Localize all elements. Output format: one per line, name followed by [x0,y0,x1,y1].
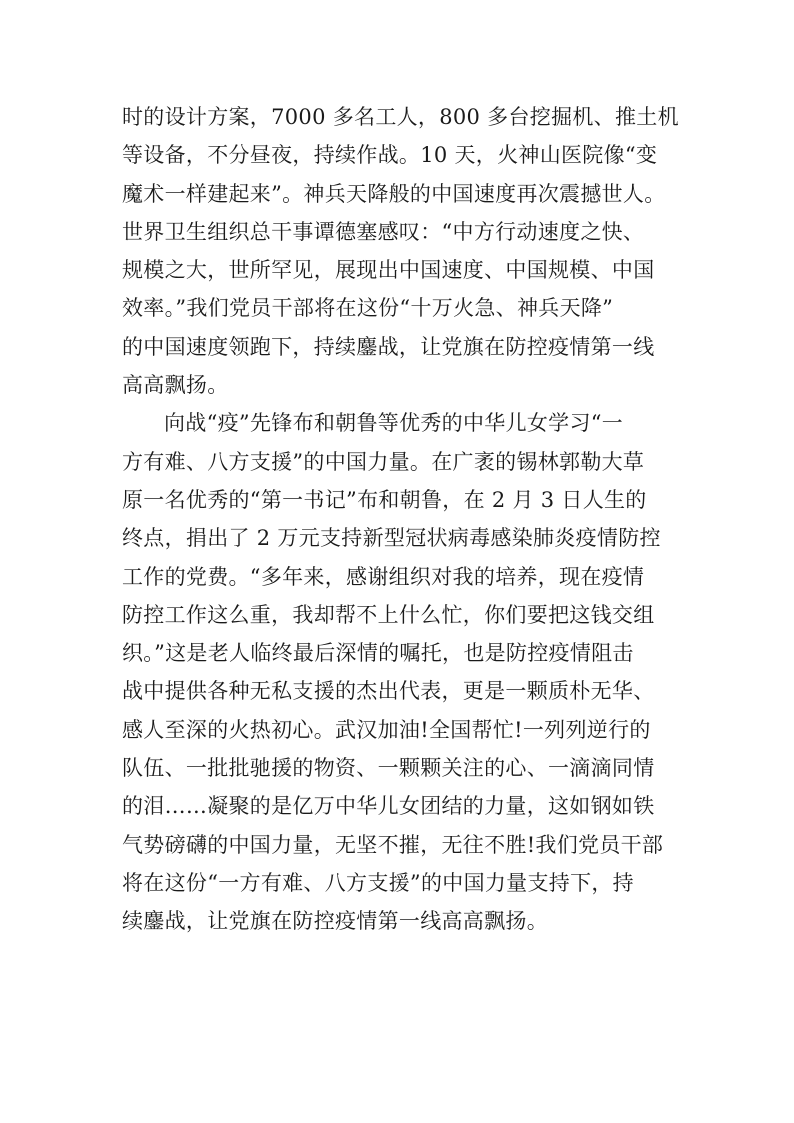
text-line: 时的设计方案，7000 多名工人，800 多台挖掘机、推土机 [122,105,679,129]
text-line: 工作的党费。“多年来，感谢组织对我的培养，现在疫情 [122,564,645,589]
text-line: 等设备，不分昼夜，持续作战。10 天，火神山医院像“变 [122,143,658,168]
text-line: 规模之大，世所罕见，展现出中国速度、中国规模、中国 [122,258,655,283]
body-text [122,98,679,941]
text-line: 将在这份“一方有难、八方支援”的中国力量支持下，持 [122,870,634,895]
text-line: 感人至深的火热初心。武汉加油!全国帮忙!一列列逆行的 [122,717,651,742]
text-line: 世界卫生组织总干事谭德塞感叹：“中方行动速度之快、 [122,219,645,244]
text-line: 队伍、一批批驰援的物资、一颗颗关注的心、一滴滴同情 [122,756,655,781]
text-line: 续鏖战，让党旗在防控疫情第一线高高飘扬。 [122,909,548,934]
text-line: 防控工作这么重，我却帮不上什么忙，你们要把这钱交组 [122,602,655,627]
text-line: 方有难、八方支援”的中国力量。在广袤的锡林郭勒大草 [122,449,645,474]
paragraph-1 [122,98,679,404]
text-line: 原一名优秀的“第一书记”布和朝鲁，在 2 月 3 日人生的 [122,487,647,512]
paragraph-2 [122,404,662,940]
text-line: 的泪……凝聚的是亿万中华儿女团结的力量，这如钢如铁 [122,794,655,819]
text-line: 气势磅礴的中国力量，无坚不摧，无往不胜!我们党员干部 [122,832,664,857]
text-line: 向战“疫”先锋布和朝鲁等优秀的中华儿女学习“一 [164,411,624,436]
text-line: 高高飘扬。 [122,373,229,398]
text-line: 战中提供各种无私支援的杰出代表，更是一颗质朴无华、 [122,679,655,704]
text-line: 终点，捐出了 2 万元支持新型冠状病毒感染肺炎疫情防控 [122,526,661,551]
text-line: 织。”这是老人临终最后深情的嘱托，也是防控疫情阻击 [122,641,634,666]
text-line: 魔术一样建起来”。神兵天降般的中国速度再次震撼世人。 [122,181,666,206]
text-line: 的中国速度领跑下，持续鏖战，让党旗在防控疫情第一线 [122,334,655,359]
text-line: 效率。”我们党员干部将在这份“十万火急、神兵天降” [122,296,614,321]
